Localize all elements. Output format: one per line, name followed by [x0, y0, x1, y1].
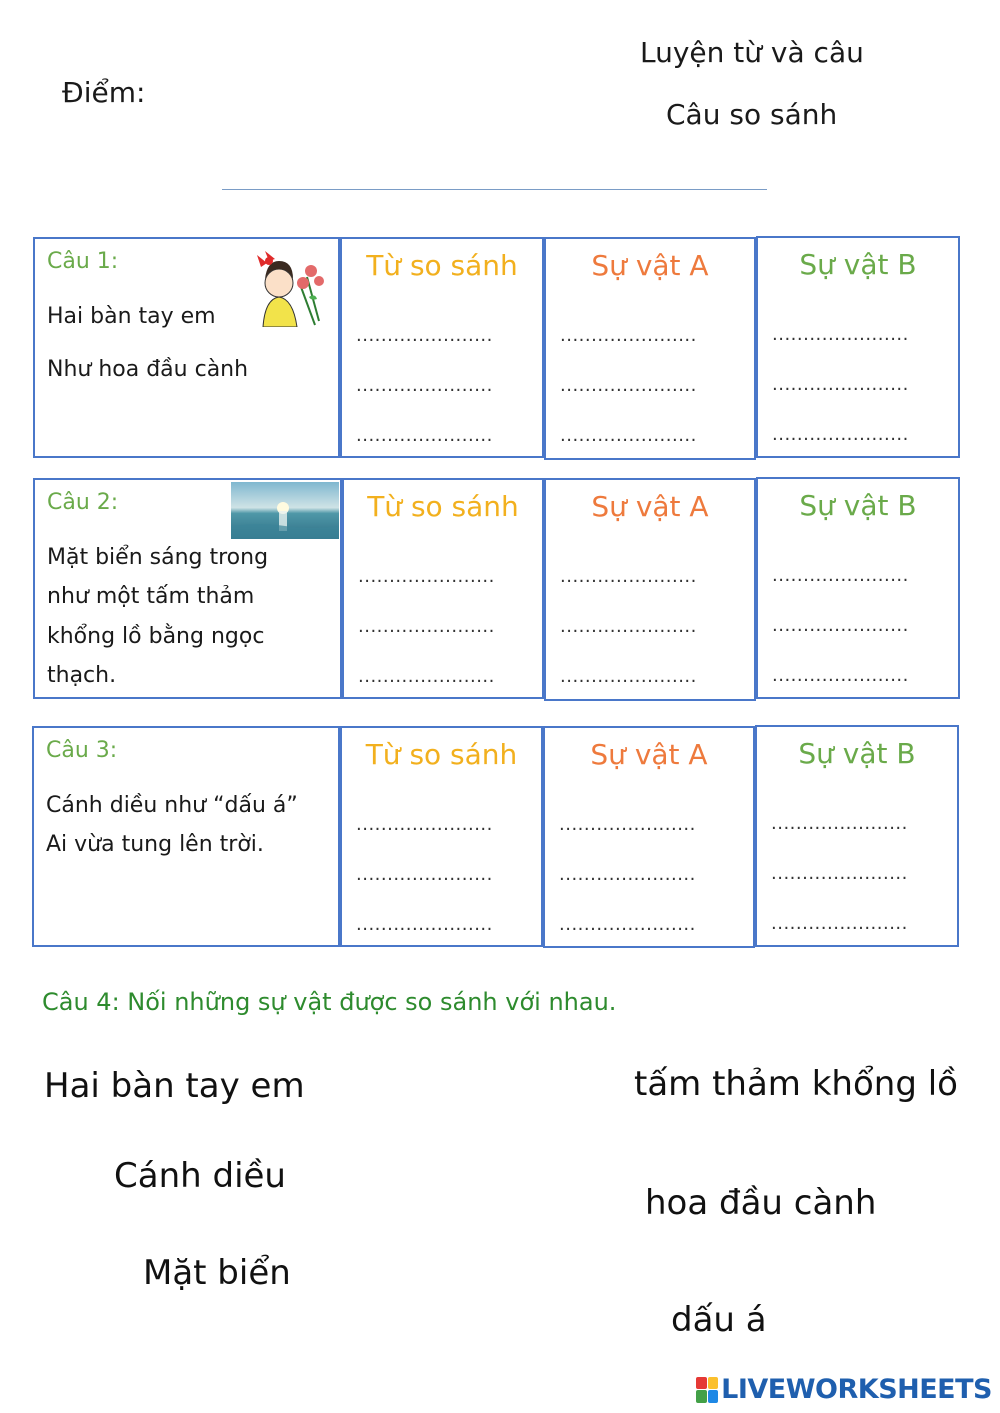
question-2-line-1: Mặt biển sáng trong [47, 545, 269, 570]
match-right-item[interactable]: dấu á [671, 1300, 767, 1340]
question-2-card [33, 478, 342, 699]
question-2-thing-a-cell [544, 478, 756, 701]
answer-blank[interactable]: ...................... [560, 566, 697, 587]
answer-blank[interactable]: ...................... [358, 616, 495, 637]
score-label: Điểm: [62, 76, 146, 109]
answer-blank[interactable]: ...................... [771, 813, 908, 834]
answer-blank[interactable]: ...................... [356, 375, 493, 396]
question-1-thing-b-cell [756, 236, 960, 458]
answer-blank[interactable]: ...................... [559, 914, 696, 935]
answer-blank[interactable]: ...................... [560, 616, 697, 637]
answer-blank[interactable]: ...................... [358, 666, 495, 687]
column-header-comparison-word: Từ so sánh [365, 738, 518, 771]
answer-blank[interactable]: ...................... [560, 325, 697, 346]
girl-flowers-illustration [249, 247, 327, 327]
question-2-thing-b-cell [756, 477, 960, 699]
column-header-thing-b: Sự vật B [799, 248, 917, 281]
liveworksheets-logo [696, 1374, 992, 1405]
answer-blank[interactable]: ...................... [356, 325, 493, 346]
match-left-item[interactable]: Hai bàn tay em [44, 1066, 305, 1106]
question-1-thing-a-cell [544, 237, 756, 460]
answer-blank[interactable]: ...................... [559, 814, 696, 835]
answer-blank[interactable]: ...................... [356, 914, 493, 935]
question-1-card [33, 237, 340, 458]
question-2-comparison-word-cell [342, 478, 544, 699]
answer-blank[interactable]: ...................... [772, 665, 909, 686]
answer-blank[interactable]: ...................... [772, 565, 909, 586]
question-3-label: Câu 3: [46, 738, 118, 763]
column-header-thing-a: Sự vật A [590, 738, 708, 771]
question-2-line-2: như một tấm thảm [47, 584, 255, 609]
question-3-thing-a-cell [543, 726, 755, 948]
question-3-card [32, 726, 340, 947]
column-header-comparison-word: Từ so sánh [366, 249, 518, 282]
divider [222, 189, 767, 190]
answer-blank[interactable]: ...................... [560, 666, 697, 687]
answer-blank[interactable]: ...................... [771, 863, 908, 884]
answer-blank[interactable]: ...................... [772, 615, 909, 636]
match-left-item[interactable]: Cánh diều [114, 1156, 286, 1196]
answer-blank[interactable]: ...................... [772, 374, 909, 395]
answer-blank[interactable]: ...................... [772, 324, 909, 345]
question-1-comparison-word-cell [340, 237, 544, 458]
column-header-comparison-word: Từ so sánh [367, 490, 519, 523]
answer-blank[interactable]: ...................... [356, 814, 493, 835]
question-1-line-2: Như hoa đầu cành [47, 357, 249, 382]
column-header-thing-a: Sự vật A [591, 249, 709, 282]
question-3-line-1: Cánh diều như “dấu á” [46, 793, 298, 818]
question-2-line-3: khổng lồ bằng ngọc [47, 624, 265, 649]
answer-blank[interactable]: ...................... [772, 424, 909, 445]
match-left-item[interactable]: Mặt biển [143, 1253, 291, 1293]
question-1-line-1: Hai bàn tay em [47, 304, 216, 329]
sea-sunrise-image [231, 482, 339, 539]
question-4-instruction: Câu 4: Nối những sự vật được so sánh với nhau. [42, 988, 617, 1016]
lesson-title: Luyện từ và câu [640, 36, 864, 69]
column-header-thing-b: Sự vật B [798, 737, 916, 770]
answer-blank[interactable]: ...................... [559, 864, 696, 885]
question-3-comparison-word-cell [340, 726, 543, 947]
question-2-label: Câu 2: [47, 490, 119, 515]
answer-blank[interactable]: ...................... [771, 913, 908, 934]
question-3-line-2: Ai vừa tung lên trời. [46, 832, 264, 857]
answer-blank[interactable]: ...................... [356, 864, 493, 885]
brand-name: LIVEWORKSHEETS [721, 1374, 992, 1405]
answer-blank[interactable]: ...................... [356, 425, 493, 446]
question-2-line-4: thạch. [47, 663, 117, 688]
match-right-item[interactable]: tấm thảm khổng lồ [634, 1064, 958, 1104]
logo-badge-icon [696, 1377, 718, 1403]
match-right-item[interactable]: hoa đầu cành [645, 1183, 877, 1223]
column-header-thing-b: Sự vật B [799, 489, 917, 522]
lesson-subtitle: Câu so sánh [666, 98, 838, 131]
answer-blank[interactable]: ...................... [358, 566, 495, 587]
answer-blank[interactable]: ...................... [560, 375, 697, 396]
question-3-thing-b-cell [755, 725, 959, 947]
answer-blank[interactable]: ...................... [560, 425, 697, 446]
column-header-thing-a: Sự vật A [591, 490, 709, 523]
question-1-label: Câu 1: [47, 249, 119, 274]
